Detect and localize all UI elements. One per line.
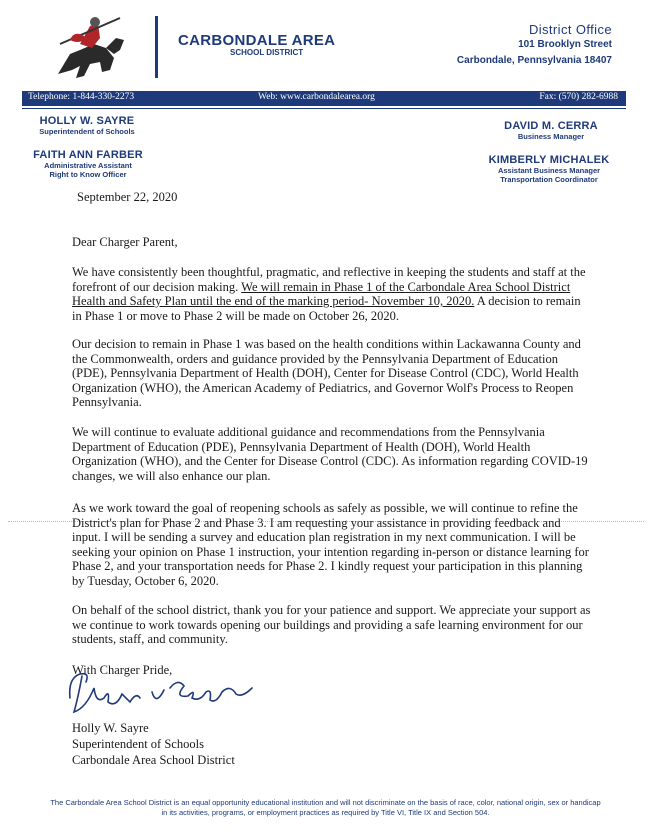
- staff-role: Assistant Business Manager: [497, 166, 601, 175]
- fax: Fax: (570) 282-6988: [539, 92, 618, 102]
- contact-bar: [22, 91, 626, 106]
- signer-title: Superintendent of Schools: [72, 737, 204, 751]
- staff-role: Transportation Coordinator: [500, 175, 598, 184]
- header-divider: [155, 16, 158, 78]
- website: Web: www.carbondalearea.org: [258, 92, 375, 102]
- staff-name: DAVID M. CERRA: [504, 120, 598, 132]
- paragraph-4: As we work toward the goal of reopening schools as safely as possible, we will continue to refine the District's plan for Phase 2 and Phase 3. I am requesting your assistance in providing feedback and input. I will be sending a survey and education plan registration in my next communication. I will be seeking your opinion on Phase 1 instruction, your intention regarding in-person or distance learning for Phase 2, and your transportation needs for Phase 2. I kindly request your participation in this planning by Tuesday, October 6, 2020.: [72, 501, 589, 588]
- staff-role: Right to Know Officer: [49, 170, 127, 179]
- staff-name: KIMBERLY MICHALEK: [488, 154, 610, 166]
- paragraph-5: On behalf of the school district, thank you for your patience and support. We appreciate your support as we continue to work towards opening our buildings and providing a safe learning environment for our students, staff, and community.: [72, 603, 591, 646]
- telephone: Telephone: 1-844-330-2273: [28, 92, 135, 102]
- staff-left-2: [22, 149, 154, 179]
- office-city: Carbondale, Pennsylvania 18407: [456, 55, 612, 66]
- staff-name: HOLLY W. SAYRE: [39, 115, 135, 127]
- staff-right-1: [486, 120, 616, 141]
- footer-line-2: in its activities, programs, or employment practices as required by Title VI, Title IX and Section 504.: [161, 808, 490, 817]
- closing: With Charger Pride,: [72, 663, 173, 677]
- staff-role: Business Manager: [517, 132, 585, 141]
- paragraph-1-end: A decision to remain in Phase 1 or move to Phase 2 will be made on October 26, 2020.: [72, 294, 581, 323]
- salutation: Dear Charger Parent,: [72, 235, 178, 249]
- letter-date: September 22, 2020: [77, 190, 178, 204]
- paragraph-2: Our decision to remain in Phase 1 was based on the health conditions within Lackawanna County and the Commonwealth, orders and guidance provided by the Pennsylvania Department of Education (PDE), Pennsylvania Department of Health (DOH), Center for Disease Control (CDC), World Health Organization (WHO), the American Academy of Pediatrics, and Governor Wolf's Process to Reopen Pennsylvania.: [72, 337, 581, 409]
- staff-right-2: [474, 154, 624, 184]
- equal-opportunity-footer: [10, 798, 641, 818]
- paragraph-3: We will continue to evaluate additional guidance and recommendations from the Pennsylvania Department of Education (PDE), Pennsylvania Department of Health (DOH), World Health Organization (WHO), and the Center for Disease Control (CDC). As information regarding COVID-19 changes, we will also enhance our plan.: [72, 425, 588, 483]
- office-street: 101 Brooklyn Street: [518, 39, 612, 50]
- office-title: District Office: [528, 22, 612, 37]
- phase-1-notice: We will remain in Phase 1 of the Carbondale Area School District Health and Safety Plan until the end of the marking period- November 10, 2020.: [72, 279, 571, 308]
- staff-name: FAITH ANN FARBER: [33, 149, 143, 161]
- signer-org: Carbondale Area School District: [72, 753, 235, 767]
- staff-role: Superintendent of Schools: [39, 127, 135, 136]
- district-subtitle: SCHOOL DISTRICT: [230, 48, 304, 57]
- handwritten-signature: [66, 668, 256, 720]
- footer-line-1: The Carbondale Area School District is an equal opportunity educational institution and will not discriminate on the basis of race, color, national origin, sex or handicap: [50, 798, 601, 807]
- contact-bar-underline: [22, 108, 626, 109]
- staff-left-1: [24, 115, 150, 136]
- paragraph-1: [72, 265, 592, 323]
- district-office-address: [457, 22, 612, 69]
- charger-knight-logo: [50, 14, 136, 86]
- district-name: CARBONDALE AREA: [178, 32, 336, 49]
- staff-role: Administrative Assistant: [44, 161, 132, 170]
- signer-name: Holly W. Sayre: [72, 721, 149, 735]
- paragraph-1-start: We have consistently been thoughtful, pragmatic, and reflective in keeping the students and staff at the forefront of our decision making.: [72, 265, 586, 294]
